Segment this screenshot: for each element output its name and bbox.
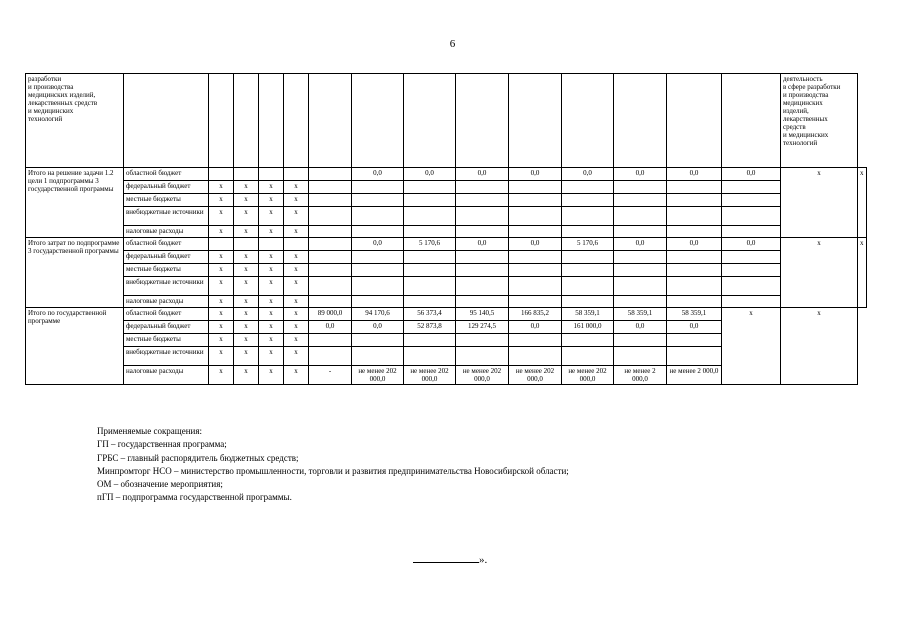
value-cell [352,347,404,366]
code-cell: х [209,308,234,321]
page-number: 6 [449,38,456,50]
value-cell [562,347,614,366]
table-cell [456,74,509,168]
code-cell: х [259,277,284,296]
code-cell: х [259,334,284,347]
value-cell: - [309,366,352,385]
table-cell [352,74,404,168]
closing-quote: ». [479,554,488,566]
value-cell [309,334,352,347]
code-cell: х [234,296,259,308]
value-cell [404,296,456,308]
value-cell [509,251,562,264]
value-cell [309,347,352,366]
tail-cell: х [781,168,858,238]
funding-source-cell: федеральный бюджет [124,321,209,334]
value-cell [352,226,404,238]
value-cell [614,277,667,296]
code-cell: х [284,181,309,194]
value-cell: не менее 202 000,0 [352,366,404,385]
value-cell [352,264,404,277]
value-cell [509,296,562,308]
value-cell: 0,0 [352,168,404,181]
value-cell [404,181,456,194]
value-cell [614,194,667,207]
value-cell [456,226,509,238]
code-cell: х [259,264,284,277]
value-cell [667,334,722,347]
abbreviation-item: ГП – государственная программа; [97,439,227,450]
value-cell: 94 170,6 [352,308,404,321]
value-cell [667,277,722,296]
table-cell [667,74,722,168]
value-cell [456,296,509,308]
value-cell [562,264,614,277]
value-cell [456,207,509,226]
continued-result-cell: деятельность в сфере разработки и производства медицинских изделий, лекарственных средств и медицинских технологий [781,74,858,168]
value-cell [456,251,509,264]
abbreviations-heading: Применяемые сокращения: [97,426,203,436]
value-cell [509,207,562,226]
value-cell: 52 873,8 [404,321,456,334]
value-cell [404,194,456,207]
value-cell [456,347,509,366]
value-cell [614,334,667,347]
table-row [26,194,867,207]
code-cell: х [284,207,309,226]
value-cell [614,181,667,194]
value-cell [309,251,352,264]
group-title-cell: Итого затрат по подпрограмме 3 государственной программы [26,238,124,308]
value-cell [509,347,562,366]
code-cell: х [234,308,259,321]
closing-mark [413,553,487,566]
funding-source-cell: внебюджетные источники [124,207,209,226]
table-cell [234,74,259,168]
value-cell [562,277,614,296]
value-cell [309,181,352,194]
code-cell: х [284,296,309,308]
table-row [26,238,867,251]
value-cell [562,334,614,347]
funding-source-cell: внебюджетные источники [124,277,209,296]
value-cell: не менее 2 000,0 [667,366,722,385]
value-cell [509,194,562,207]
table-cell [124,74,209,168]
value-cell [456,181,509,194]
code-cell: х [234,226,259,238]
value-cell [667,226,722,238]
code-cell: х [259,251,284,264]
value-cell: 0,0 [404,168,456,181]
value-cell [404,264,456,277]
code-cell: х [234,264,259,277]
abbreviation-item: ГРБС – главный распорядитель бюджетных средств; [97,452,299,463]
value-cell: не менее 2 000,0 [614,366,667,385]
value-cell: 0,0 [614,321,667,334]
code-cell: х [284,251,309,264]
funding-source-cell: налоговые расходы [124,366,209,385]
value-cell [722,277,781,296]
code-cell: х [259,321,284,334]
value-cell [614,251,667,264]
value-cell: 58 359,1 [562,308,614,321]
code-cell: х [209,264,234,277]
value-cell: 0,0 [352,321,404,334]
value-cell [509,277,562,296]
value-cell [352,334,404,347]
value-cell: не менее 202 000,0 [404,366,456,385]
code-cell [284,168,309,181]
value-cell [404,334,456,347]
table-cell [309,74,352,168]
table-cell [509,74,562,168]
funding-source-cell: местные бюджеты [124,264,209,277]
code-cell: х [209,321,234,334]
value-cell: 0,0 [509,321,562,334]
code-cell: х [209,207,234,226]
value-cell [614,226,667,238]
tail-cell: х [858,168,867,238]
value-cell [352,207,404,226]
code-cell: х [284,321,309,334]
funding-source-cell: областной бюджет [124,168,209,181]
code-cell: х [234,334,259,347]
code-cell: х [234,207,259,226]
value-cell [309,194,352,207]
value-cell [456,277,509,296]
table-row [26,226,867,238]
value-cell [722,251,781,264]
code-cell [209,168,234,181]
table-cell [404,74,456,168]
code-cell [259,168,284,181]
funding-source-cell: налоговые расходы [124,226,209,238]
table-row [26,296,867,308]
tail-cell: х [858,238,867,308]
value-cell [562,194,614,207]
value-cell [352,181,404,194]
value-cell: 58 359,1 [667,308,722,321]
table-cell [259,74,284,168]
code-cell: х [259,226,284,238]
value-cell [614,207,667,226]
code-cell: х [209,347,234,366]
code-cell: х [234,347,259,366]
value-cell: 0,0 [722,168,781,181]
code-cell: х [234,194,259,207]
value-cell [404,347,456,366]
value-cell [309,238,352,251]
group-title-cell: Итого на решение задачи 1.2 цели 1 подпрограммы 3 государственной программы [26,168,124,238]
value-cell [667,264,722,277]
budget-table [25,73,867,385]
table-row [26,264,867,277]
group-title-cell: Итого по государственной программе [26,308,124,385]
value-cell [614,264,667,277]
value-cell [509,334,562,347]
code-cell: х [284,334,309,347]
value-cell [722,264,781,277]
value-cell [404,251,456,264]
code-cell: х [234,181,259,194]
value-cell [456,194,509,207]
code-cell: х [209,366,234,385]
value-cell [667,296,722,308]
code-cell: х [209,181,234,194]
code-cell: х [234,366,259,385]
value-cell [722,194,781,207]
code-cell: х [284,226,309,238]
value-cell [456,264,509,277]
value-cell: 0,0 [562,168,614,181]
value-cell: 129 274,5 [456,321,509,334]
funding-source-cell: налоговые расходы [124,296,209,308]
value-cell: не менее 202 000,0 [509,366,562,385]
code-cell: х [209,194,234,207]
table-row [26,277,867,296]
table-cell [209,74,234,168]
value-cell [562,296,614,308]
value-cell [667,207,722,226]
code-cell: х [209,296,234,308]
table-row [26,74,867,168]
funding-source-cell: федеральный бюджет [124,251,209,264]
value-cell [352,296,404,308]
value-cell [562,181,614,194]
value-cell: 5 170,6 [562,238,614,251]
code-cell: х [259,194,284,207]
code-cell [259,238,284,251]
value-cell: не менее 202 000,0 [562,366,614,385]
value-cell: 0,0 [614,238,667,251]
value-cell [404,207,456,226]
code-cell: х [284,347,309,366]
value-cell [352,251,404,264]
value-cell [562,207,614,226]
code-cell: х [209,277,234,296]
value-cell [722,181,781,194]
table-cell [614,74,667,168]
funding-source-cell: местные бюджеты [124,334,209,347]
code-cell: х [234,251,259,264]
code-cell: х [284,194,309,207]
value-cell: 0,0 [667,168,722,181]
table-row [26,251,867,264]
value-cell [667,194,722,207]
abbreviation-item: пГП – подпрограмма государственной программы. [97,492,292,503]
value-cell [309,226,352,238]
value-cell [309,277,352,296]
value-cell [509,181,562,194]
code-cell: х [259,366,284,385]
tail-cell: х [722,308,781,385]
value-cell: 0,0 [352,238,404,251]
value-cell: 0,0 [667,238,722,251]
value-cell [309,168,352,181]
value-cell: 0,0 [509,168,562,181]
value-cell [562,226,614,238]
value-cell [667,347,722,366]
value-cell: 0,0 [456,168,509,181]
funding-source-cell: областной бюджет [124,308,209,321]
code-cell: х [284,366,309,385]
table-cell [284,74,309,168]
tail-cell: х [781,308,858,385]
table-row [26,181,867,194]
code-cell: х [284,264,309,277]
value-cell [667,251,722,264]
value-cell: 166 835,2 [509,308,562,321]
value-cell [352,277,404,296]
code-cell: х [209,251,234,264]
value-cell: 0,0 [309,321,352,334]
value-cell [667,181,722,194]
funding-source-cell: внебюджетные источники [124,347,209,366]
value-cell [352,194,404,207]
code-cell: х [259,296,284,308]
table-row [26,308,867,321]
value-cell: 56 373,4 [404,308,456,321]
code-cell: х [284,277,309,296]
table-cell [722,74,781,168]
code-cell [209,238,234,251]
funding-source-cell: местные бюджеты [124,194,209,207]
value-cell: 161 000,0 [562,321,614,334]
value-cell [722,226,781,238]
tail-cell: х [781,238,858,308]
value-cell: 95 140,5 [456,308,509,321]
code-cell [234,238,259,251]
code-cell: х [259,207,284,226]
value-cell: 0,0 [456,238,509,251]
code-cell: х [284,308,309,321]
code-cell: х [259,181,284,194]
value-cell: 0,0 [614,168,667,181]
value-cell [404,277,456,296]
code-cell [234,168,259,181]
abbreviation-item: ОМ – обозначение мероприятия; [97,479,223,490]
table-cell [562,74,614,168]
code-cell [284,238,309,251]
value-cell: 0,0 [509,238,562,251]
abbreviations-block [97,425,569,505]
code-cell: х [259,347,284,366]
funding-source-cell: федеральный бюджет [124,181,209,194]
code-cell: х [234,321,259,334]
value-cell: не менее 202 000,0 [456,366,509,385]
code-cell: х [209,226,234,238]
value-cell [562,251,614,264]
signature-line [413,553,479,563]
value-cell [614,296,667,308]
value-cell [509,264,562,277]
table-row [26,168,867,181]
code-cell: х [234,277,259,296]
value-cell [509,226,562,238]
value-cell [309,264,352,277]
continued-title-cell: разработки и производства медицинских изделий, лекарственных средств и медицинских технологий [26,74,124,168]
table-row [26,207,867,226]
value-cell [722,207,781,226]
value-cell: 0,0 [722,238,781,251]
value-cell: 0,0 [667,321,722,334]
value-cell [456,334,509,347]
value-cell [309,296,352,308]
funding-source-cell: областной бюджет [124,238,209,251]
code-cell: х [259,308,284,321]
value-cell: 58 359,1 [614,308,667,321]
value-cell [309,207,352,226]
value-cell [722,296,781,308]
value-cell [404,226,456,238]
value-cell: 89 000,0 [309,308,352,321]
value-cell: 5 170,6 [404,238,456,251]
abbreviation-item: Минпромторг НСО – министерство промышленности, торговли и развития предпринимательства Новосибирской области; [97,465,569,476]
code-cell: х [209,334,234,347]
value-cell [614,347,667,366]
